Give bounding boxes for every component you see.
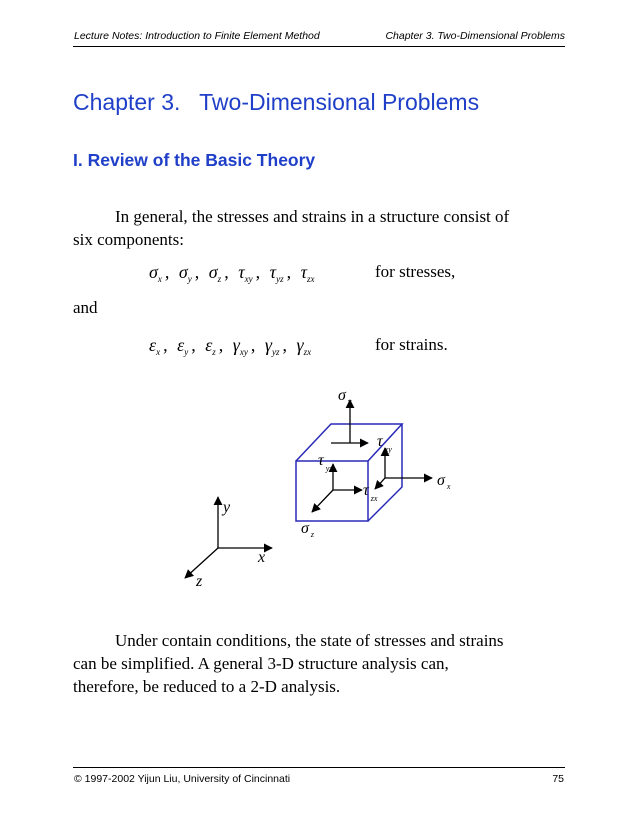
separator: , xyxy=(286,262,292,282)
separator: , xyxy=(282,335,287,355)
separator: , xyxy=(163,335,168,355)
tau-symbol: τ xyxy=(363,482,369,499)
tau-zx-label xyxy=(363,482,378,503)
separator: , xyxy=(218,335,224,355)
label-subscript: z xyxy=(310,530,315,539)
strain-note: for strains. xyxy=(375,335,448,354)
chapter-title: Chapter 3. Two-Dimensional Problems xyxy=(73,89,480,115)
sigma-symbol: σ xyxy=(338,387,346,404)
running-header-left: Lecture Notes: Introduction to Finite Element Method xyxy=(74,30,320,42)
separator: , xyxy=(250,335,256,355)
strain-subscript: z xyxy=(212,347,216,357)
sigma-y-label xyxy=(338,387,352,406)
label-subscript: y xyxy=(347,397,352,406)
stress-symbol: τ xyxy=(300,262,308,282)
strain-subscript: yz xyxy=(271,347,280,357)
strain-symbol: ε xyxy=(149,335,157,355)
y-axis-label: y xyxy=(223,499,231,516)
strain-subscript: zx xyxy=(303,347,312,357)
strain-subscript: y xyxy=(184,347,189,357)
strain-symbol: ε xyxy=(177,335,185,355)
stress-subscript: zx xyxy=(307,274,315,284)
strain-symbol: γ xyxy=(232,335,240,355)
footer-copyright: © 1997-2002 Yijun Liu, University of Cincinnati xyxy=(74,773,291,785)
tau-zx-right-arrow xyxy=(375,478,385,489)
label-subscript: yz xyxy=(325,464,333,473)
stress-subscript: xy xyxy=(244,274,253,284)
sigma-x-label xyxy=(437,472,451,491)
separator: , xyxy=(255,262,261,282)
stress-subscript: x xyxy=(157,274,162,284)
running-header-right: Chapter 3. Two-Dimensional Problems xyxy=(385,30,565,42)
strain-subscript: x xyxy=(156,347,161,357)
closing-paragraph xyxy=(73,629,565,698)
stress-subscript: z xyxy=(217,274,222,284)
stress-symbol: τ xyxy=(238,262,245,282)
and-word: and xyxy=(73,298,98,317)
sigma-symbol: σ xyxy=(301,520,309,537)
tau-yz-label xyxy=(318,452,333,473)
closing-line-1: Under contain conditions, the state of stresses and strains xyxy=(115,631,504,650)
stress-subscript: yz xyxy=(276,274,284,284)
label-subscript: zx xyxy=(370,494,378,503)
sigma-z-arrow xyxy=(312,490,333,512)
sigma-z-label xyxy=(301,520,315,539)
stress-symbol: σ xyxy=(178,262,188,282)
intro-line-2: six components: xyxy=(73,230,184,249)
stress-note: for stresses, xyxy=(375,262,456,281)
strain-subscript: xy xyxy=(239,347,248,357)
label-subscript: xy xyxy=(384,445,392,454)
strain-symbol: ε xyxy=(205,335,213,355)
section-title: I. Review of the Basic Theory xyxy=(73,150,316,170)
strain-symbol: γ xyxy=(264,335,272,355)
stress-symbol: σ xyxy=(208,262,218,282)
tau-symbol: τ xyxy=(377,433,383,450)
separator: , xyxy=(224,262,229,282)
separator: , xyxy=(191,335,196,355)
tau-symbol: τ xyxy=(318,452,324,469)
sigma-symbol: σ xyxy=(437,472,445,489)
z-axis-label: z xyxy=(196,573,203,590)
stress-subscript: y xyxy=(187,274,192,284)
label-subscript: x xyxy=(446,482,451,491)
strain-symbol: γ xyxy=(296,335,304,355)
closing-line-3: therefore, be reduced to a 2-D analysis. xyxy=(73,677,341,696)
stress-cube xyxy=(296,424,402,521)
x-axis-label: x xyxy=(258,549,266,566)
intro-line-1: In general, the stresses and strains in a structure consist of xyxy=(115,207,510,226)
separator: , xyxy=(194,262,200,282)
page-number: 75 xyxy=(552,773,564,785)
stress-symbol: σ xyxy=(149,262,158,282)
stress-symbol: τ xyxy=(269,262,277,282)
footer-rule xyxy=(73,767,565,768)
closing-line-2: can be simplified. A general 3-D structure analysis can, xyxy=(73,654,449,673)
separator: , xyxy=(164,262,170,282)
